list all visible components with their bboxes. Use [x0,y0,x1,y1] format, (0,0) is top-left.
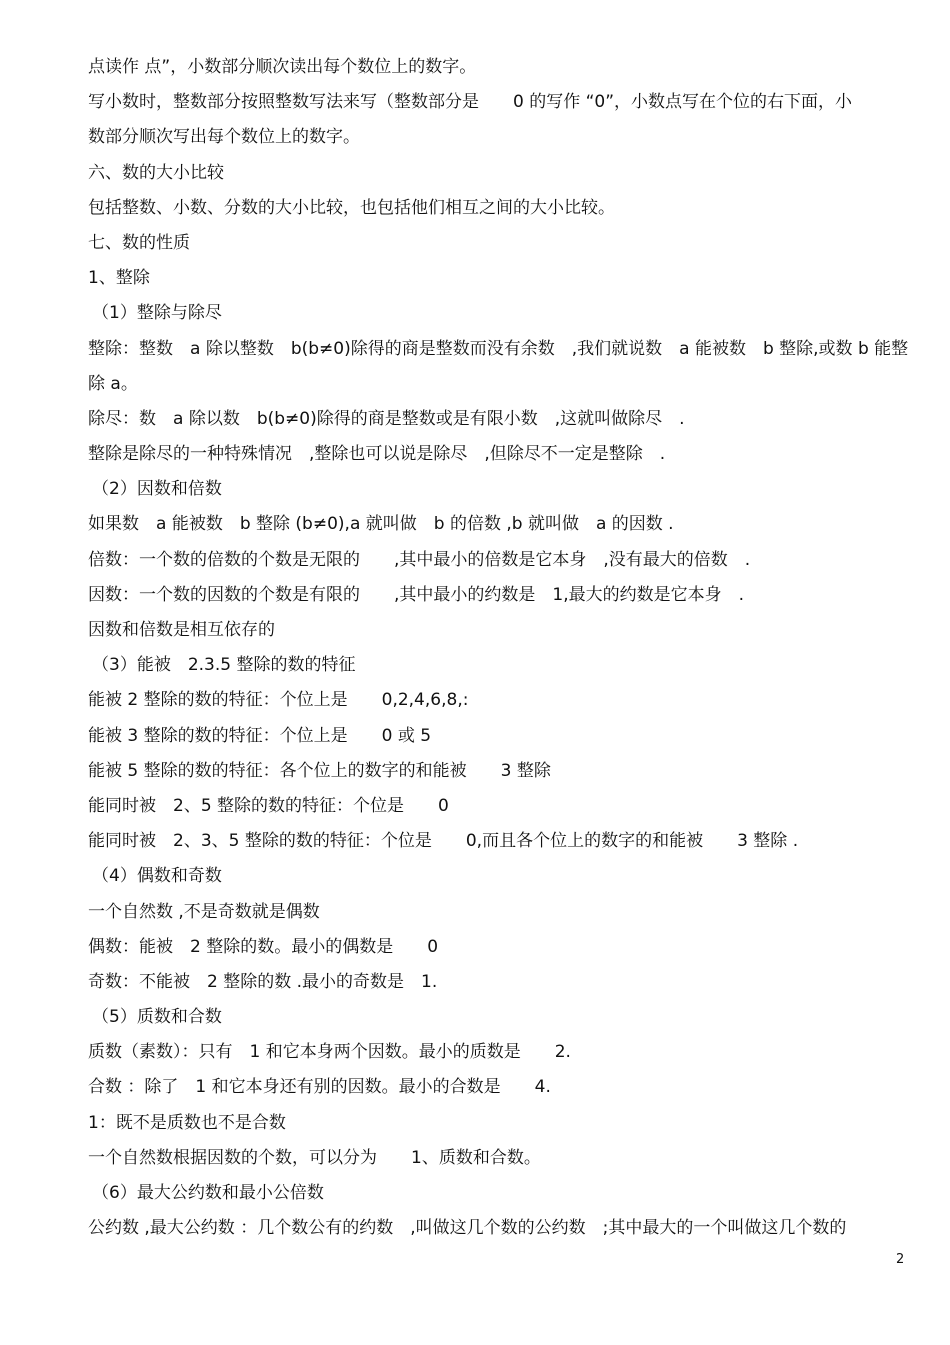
text-line: 因数：一个数的因数的个数是有限的 ,其中最小的约数是 1,最大的约数是它本身 . [88,584,745,605]
document-body [88,50,914,1246]
text-line: 倍数：一个数的倍数的个数是无限的 ,其中最小的倍数是它本身 ,没有最大的倍数 . [88,549,751,570]
text-line: 写小数时，整数部分按照整数写法来写（整数部分是 0 的写作 “0”，小数点写在个位的右下面，小 [88,92,853,113]
text-line: 偶数：能被 2 整除的数。最小的偶数是 0 [88,936,439,957]
text-line: 质数（素数）：只有 1 和它本身两个因数。最小的质数是 2. [88,1042,571,1063]
text-line: 合数 ：除了 1 和它本身还有别的因数。最小的合数是 4. [88,1077,551,1098]
text-line: 点读作 点”，小数部分顺次读出每个数位上的数字。 [88,57,477,77]
text-line: 整除：整数 a 除以整数 b(b≠0)除得的商是整数而没有余数 ,我们就说数 a 能被数 b 整除,或数 b 能整 [88,338,909,359]
subsection-heading: （5）质数和合数 [92,1007,222,1028]
text-line: 能同时被 2、3、5 整除的数的特征：个位是 0,而且各个位上的数字的和能被 3 整除 . [88,831,799,852]
text-line: 公约数 ,最大公约数 ：几个数公有的约数 ,叫做这几个数的公约数 ;其中最大的一个叫做这几个数的 [88,1218,847,1239]
text-line: 1：既不是质数也不是合数 [88,1112,286,1133]
text-line: 整除是除尽的一种特殊情况 ,整除也可以说是除尽 ,但除尽不一定是整除 . [88,444,666,465]
text-line: 能被 3 整除的数的特征：个位上是 0 或 5 [88,725,432,746]
text-line: 能被 2 整除的数的特征：个位上是 0,2,4,6,8,: [88,690,469,711]
text-line: 除尽：数 a 除以数 b(b≠0)除得的商是整数或是有限小数 ,这就叫做除尽 . [88,408,685,429]
page-number: 2 [896,1252,905,1267]
text-line: 能同时被 2、5 整除的数的特征：个位是 0 [88,795,449,816]
text-line: 奇数：不能被 2 整除的数 .最小的奇数是 1. [88,971,438,992]
subsection-heading: （1）整除与除尽 [92,303,222,324]
subsection-heading: （2）因数和倍数 [92,479,222,500]
subsection-heading: （3）能被 2.3.5 整除的数的特征 [92,655,356,676]
text-line: 一个自然数 ,不是奇数就是偶数 [88,901,320,922]
text-line: 因数和倍数是相互依存的 [88,620,275,640]
subsection-heading: 1、整除 [88,268,150,289]
section-heading: 六、数的大小比较 [88,162,224,183]
text-line: 除 a。 [88,373,138,394]
subsection-heading: （4）偶数和奇数 [92,866,222,887]
text-line: 一个自然数根据因数的个数，可以分为 1、质数和合数。 [88,1147,541,1168]
text-line: 包括整数、小数、分数的大小比较，也包括他们相互之间的大小比较。 [88,197,615,218]
text-line: 能被 5 整除的数的特征：各个位上的数字的和能被 3 整除 [88,760,551,781]
text-line: 如果数 a 能被数 b 整除 (b≠0),a 就叫做 b 的倍数 ,b 就叫做 a 的因数 . [88,514,674,535]
text-line: 数部分顺次写出每个数位上的数字。 [88,127,360,148]
section-heading: 七、数的性质 [88,232,190,253]
subsection-heading: （6）最大公约数和最小公倍数 [92,1183,324,1203]
